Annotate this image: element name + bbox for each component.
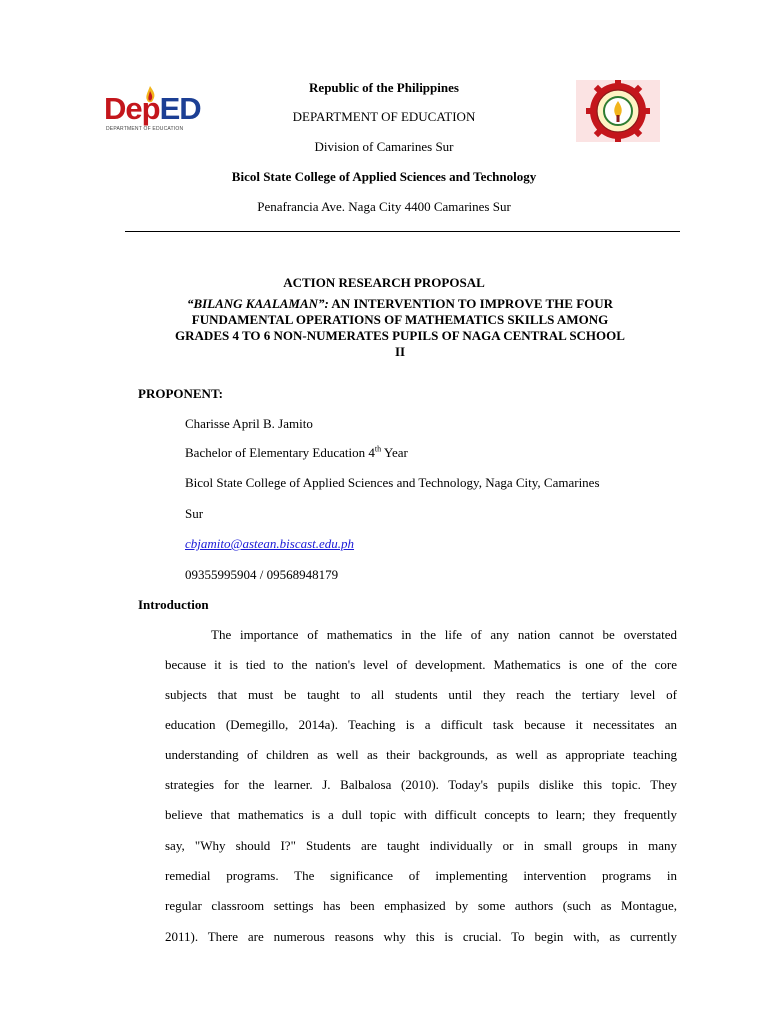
intro-line: regular classroom settings has been emphasized by some authors (such as Montague, <box>165 898 677 913</box>
deped-logo: DepED DEPARTMENT OF EDUCATION <box>104 92 204 136</box>
header-division: Division of Camarines Sur <box>314 139 454 154</box>
header-address: Penafrancia Ave. Naga City 4400 Camarines Sur <box>257 199 511 214</box>
intro-line: strategies for the learner. J. Balbalosa (2010). Today's pupils dislike this topic. They <box>165 777 677 792</box>
title-italic: “BILANG KAALAMAN”: <box>186 296 329 311</box>
header-college: Bicol State College of Applied Sciences and Technology <box>231 169 537 184</box>
proponent-email-link[interactable]: cbjamito@astean.biscast.edu.ph <box>185 536 355 551</box>
deped-logo-left: De <box>104 91 142 126</box>
intro-line: say, "Why should I?" Students are taught individually or in small groups in many <box>165 838 677 853</box>
intro-line: education (Demegillo, 2014a). Teaching is a difficult task because it necessitates an <box>165 717 677 732</box>
intro-line: The importance of mathematics in the life of any nation cannot be overstated <box>211 627 677 642</box>
intro-line: understanding of children as well as their backgrounds, as well as appropriate teaching <box>165 747 677 762</box>
header-divider <box>125 231 680 232</box>
proponent-degree: Bachelor of Elementary Education 4th Year <box>185 444 408 460</box>
proponent-label: PROPONENT: <box>138 386 223 401</box>
proposal-title: “BILANG KAALAMAN”: AN INTERVENTION TO IMPROVE THE FOUR FUNDAMENTAL OPERATIONS OF MATHEMATICS SKILLS AMONG GRADES 4 TO 6 NON-NUMERATES PUPILS OF NAGA CENTRAL SCHOOL II <box>175 296 625 359</box>
deped-logo-right: ED <box>159 91 201 126</box>
intro-line: because it is tied to the nation's level of development. Mathematics is one of the core <box>165 657 677 672</box>
header-republic: Republic of the Philippines <box>309 80 459 95</box>
intro-line: 2011). There are numerous reasons why this is crucial. To begin with, as currently <box>165 929 677 944</box>
intro-line: remedial programs. The significance of implementing intervention programs in <box>165 868 677 883</box>
introduction-heading: Introduction <box>138 597 209 612</box>
header-department: DEPARTMENT OF EDUCATION <box>292 109 476 124</box>
proponent-phone: 09355995904 / 09568948179 <box>185 567 339 582</box>
proponent-school: Bicol State College of Applied Sciences and Technology, Naga City, Camarines <box>185 475 600 490</box>
proposal-heading: ACTION RESEARCH PROPOSAL <box>283 275 485 290</box>
intro-line: believe that mathematics is a dull topic with difficult concepts to learn; they frequently <box>165 807 677 822</box>
intro-line: subjects that must be taught to all students until they reach the tertiary level of <box>165 687 677 702</box>
deped-logo-subtitle: DEPARTMENT OF EDUCATION <box>106 126 184 132</box>
proponent-name: Charisse April B. Jamito <box>185 416 313 431</box>
proponent-school-cont: Sur <box>185 506 204 521</box>
